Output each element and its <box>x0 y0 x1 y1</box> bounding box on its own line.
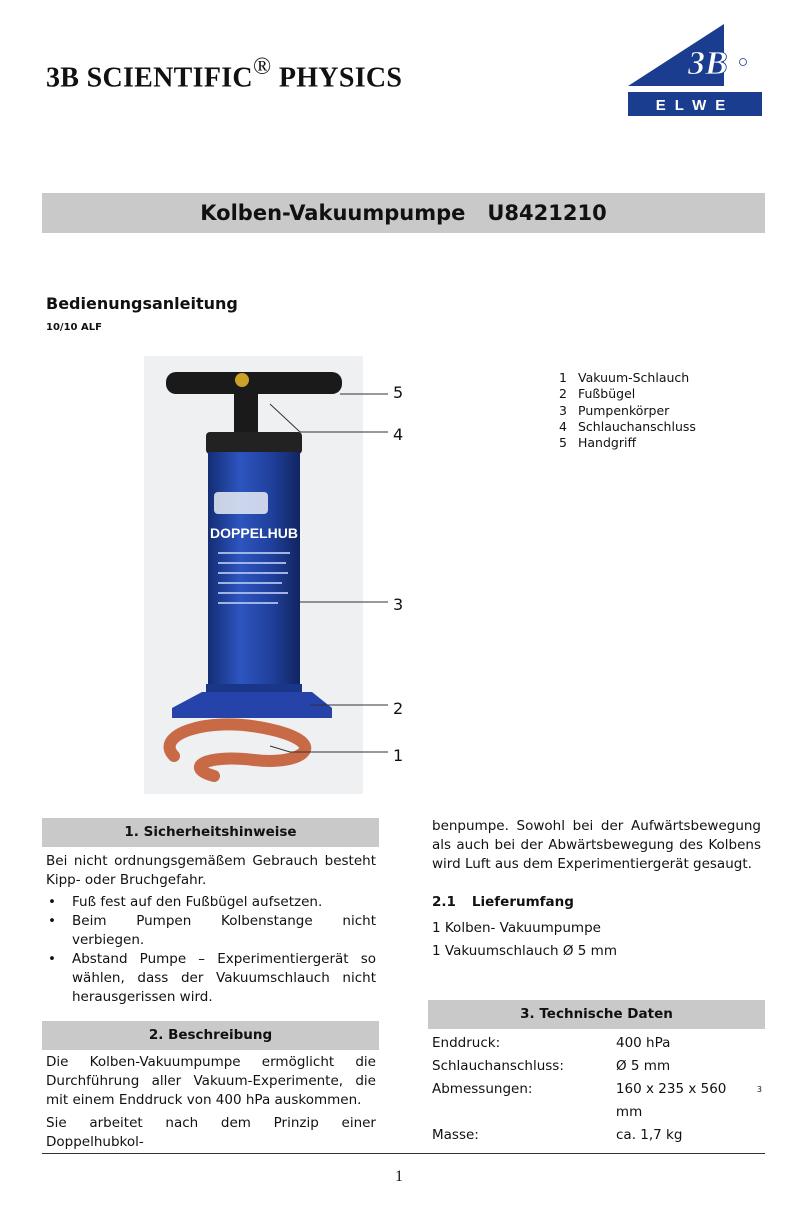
revision-code: 10/10 ALF <box>46 322 102 333</box>
description-p2: Sie arbeitet nach dem Prinzip einer Doppelhubkol- <box>46 1115 376 1150</box>
callout-4: 4 <box>393 425 404 444</box>
logo-3b-text: 3B <box>688 45 728 82</box>
callout-5: 5 <box>393 383 404 402</box>
legend-item: 5 Handgriff <box>559 435 637 451</box>
page-number: 1 <box>395 1168 403 1185</box>
manual-heading: Bedienungsanleitung <box>46 294 238 313</box>
product-code: U8421210 <box>487 201 607 225</box>
legend-item: 1 Vakuum-Schlauch <box>559 370 690 385</box>
section-2-1-heading: 2.1 Lieferumfang <box>432 894 574 910</box>
section-2-body <box>46 1053 376 1152</box>
spec-row: Schlauchanschluss: Ø 5 mm <box>432 1058 671 1074</box>
list-item: • Beim Pumpen Kolbenstange nicht verbiegen. <box>46 912 376 950</box>
delivery-list <box>432 917 617 963</box>
logo-registered-icon <box>740 59 747 66</box>
list-item: 1 Vakuumschlauch Ø 5 mm <box>432 943 617 959</box>
product-name: Kolben-Vakuumpumpe <box>200 201 466 225</box>
section-1-heading: 1. Sicherheitshinweise <box>42 818 379 847</box>
list-item: • Fuß fest auf den Fußbügel aufsetzen. <box>46 893 376 912</box>
safety-intro: Bei nicht ordnungsgemäßem Gebrauch besteht Kipp- oder Bruchgefahr. <box>46 853 376 888</box>
spec-row: Masse: ca. 1,7 kg <box>432 1127 683 1143</box>
brand-suffix: PHYSICS <box>278 62 403 94</box>
registered-mark: ® <box>252 54 272 80</box>
brand-title <box>46 56 402 94</box>
list-item: 1 Kolben- Vakuumpumpe <box>432 920 601 936</box>
section-3-heading: 3. Technische Daten <box>428 1000 765 1029</box>
parts-legend <box>559 370 696 451</box>
brand-name: 3B SCIENTIFIC <box>46 62 253 94</box>
svg-text:DOPPELHUB: DOPPELHUB <box>210 525 298 541</box>
safety-list <box>46 893 376 1007</box>
description-continued: benpumpe. Sowohl bei der Aufwärtsbewegung als auch bei der Abwärtsbewegung des Kolbens wird Luft aus dem Experimentiergerät gesaugt. <box>432 818 761 872</box>
callout-2: 2 <box>393 699 404 718</box>
description-p1: Die Kolben-Vakuumpumpe ermöglicht die Durchführung aller Vakuum-Experimente, die mit einem Enddruck von 400 hPa auskommen. <box>46 1054 376 1108</box>
section-2-heading: 2. Beschreibung <box>42 1021 379 1050</box>
spec-row: Enddruck: 400 hPa <box>432 1035 671 1051</box>
legend-item: 3 Pumpenkörper <box>559 402 670 418</box>
legend-item: 2 Fußbügel <box>559 386 636 402</box>
callout-3: 3 <box>393 595 404 614</box>
footer-rule <box>42 1153 765 1154</box>
spec-row: Abmessungen: 160 x 235 x 560 mm 3 <box>432 1078 762 1124</box>
logo-graphic <box>626 24 762 118</box>
unit-superscript: 3 <box>756 1085 762 1094</box>
logo-elwe-text: ELWE <box>655 97 735 114</box>
callout-lines <box>230 380 410 780</box>
legend-item: 4 Schlauchanschluss <box>559 418 696 434</box>
callout-1: 1 <box>393 746 404 765</box>
section-1-body <box>46 852 376 1007</box>
company-logo <box>626 24 762 118</box>
spec-table <box>432 1032 762 1147</box>
document-title <box>42 193 765 233</box>
list-item: • Abstand Pumpe – Experimentiergerät so wählen, dass der Vakuumschlauch nicht herausgerissen wird. <box>46 950 376 1007</box>
